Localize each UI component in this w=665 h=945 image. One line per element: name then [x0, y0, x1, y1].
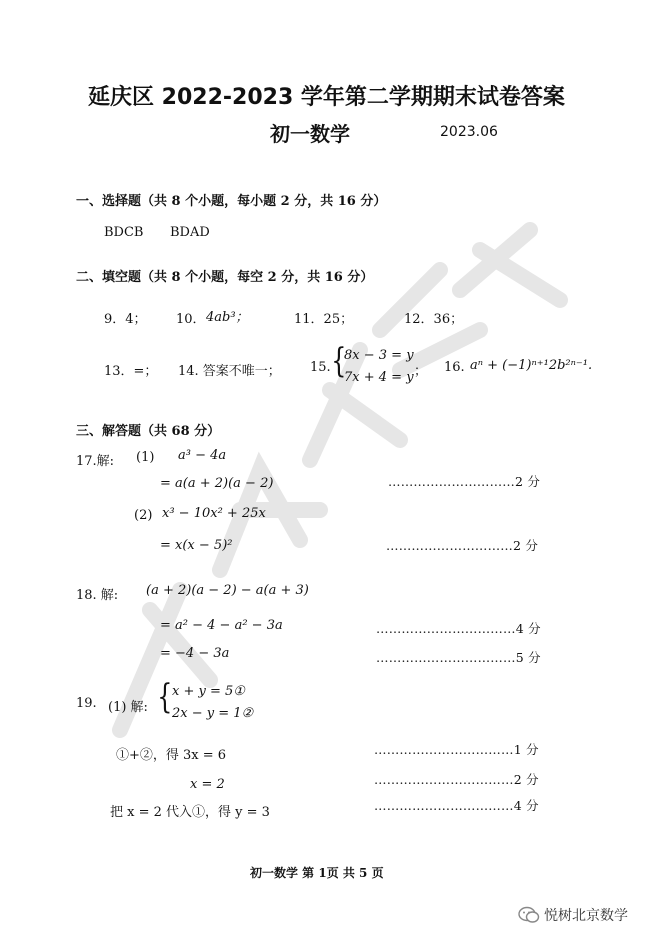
system-brace-q15: {: [331, 341, 347, 381]
answer-q10-label: 10．: [176, 312, 206, 327]
q18-step2: = −4 − 3a: [160, 646, 230, 661]
q18-step1-score: ……………………………4 分: [376, 621, 541, 636]
section-heading-solve: 三、解答题（共 68 分）: [76, 424, 221, 439]
q19-step3-score: ……………………………4 分: [374, 798, 539, 813]
watermark: [60, 210, 600, 770]
q17-part2-score: …………………………2 分: [386, 538, 539, 553]
answer-q12: 12．36；: [404, 312, 464, 327]
q19-eq2: 2x − y = 1②: [172, 706, 254, 721]
q17-part1-label: (1): [136, 450, 155, 465]
answer-q16: aⁿ + (−1)ⁿ⁺¹2b²ⁿ⁻¹.: [470, 358, 593, 373]
q18-step1: = a² − 4 − a² − 3a: [160, 618, 283, 633]
answer-q11: 11．25；: [294, 312, 354, 327]
section-heading-choice: 一、选择题（共 8 个小题，每小题 2 分，共 16 分）: [76, 194, 387, 209]
q17-part2-expr: x³ − 10x² + 25x: [162, 506, 266, 521]
q19-step2-score: ……………………………2 分: [374, 772, 539, 787]
answer-q13: 13．=；: [104, 364, 158, 379]
answer-q15-label: 15.: [310, 360, 331, 375]
q17-label: 17.解:: [76, 454, 115, 469]
q17-part1-step: = a(a + 2)(a − 2): [160, 476, 274, 491]
choice-answers-5-8: BDAD: [170, 225, 210, 240]
q19-step2: x = 2: [190, 777, 225, 792]
brand-name: 悦树北京数学: [544, 908, 628, 924]
q17-part1-expr: a³ − 4a: [178, 448, 227, 463]
q19-part-label: (1) 解:: [108, 700, 148, 715]
answer-q14: 14. 答案不唯一；: [178, 364, 281, 379]
answer-q16-label: 16.: [444, 360, 465, 375]
document-title: 延庆区 2022-2023 学年第二学期期末试卷答案: [88, 85, 565, 110]
answer-q15-eq2: 7x + 4 = y: [344, 370, 414, 385]
answer-q15-end: ；: [414, 364, 428, 379]
system-brace-q19: {: [157, 677, 173, 717]
document-subtitle: 初一数学: [270, 122, 350, 146]
q17-part2-step: = x(x − 5)²: [160, 538, 233, 553]
q19-label: 19.: [76, 696, 97, 711]
q17-part2-label: (2): [134, 508, 153, 523]
q18-expr: (a + 2)(a − 2) − a(a + 3): [146, 583, 309, 598]
choice-answers-1-4: BDCB: [104, 225, 144, 240]
q17-part1-score: …………………………2 分: [388, 474, 541, 489]
q19-eq1: x + y = 5①: [172, 684, 245, 699]
document-date: 2023.06: [440, 124, 498, 140]
q19-step1-score: ……………………………1 分: [374, 742, 539, 757]
answer-q15-eq1: 8x − 3 = y: [344, 348, 414, 363]
answer-q9: 9．4；: [104, 312, 147, 327]
page-footer: 初一数学 第 1页 共 5 页: [250, 866, 384, 880]
q19-step1: ①+②，得 3x = 6: [116, 748, 227, 763]
wechat-icon: [518, 906, 540, 928]
section-heading-fill: 二、填空题（共 8 个小题，每空 2 分，共 16 分）: [76, 270, 374, 285]
answer-q10: 4ab³；: [206, 310, 249, 325]
q19-step3: 把 x = 2 代入①，得 y = 3: [110, 805, 270, 820]
q18-step2-score: ……………………………5 分: [376, 650, 541, 665]
q18-label: 18. 解:: [76, 588, 119, 603]
